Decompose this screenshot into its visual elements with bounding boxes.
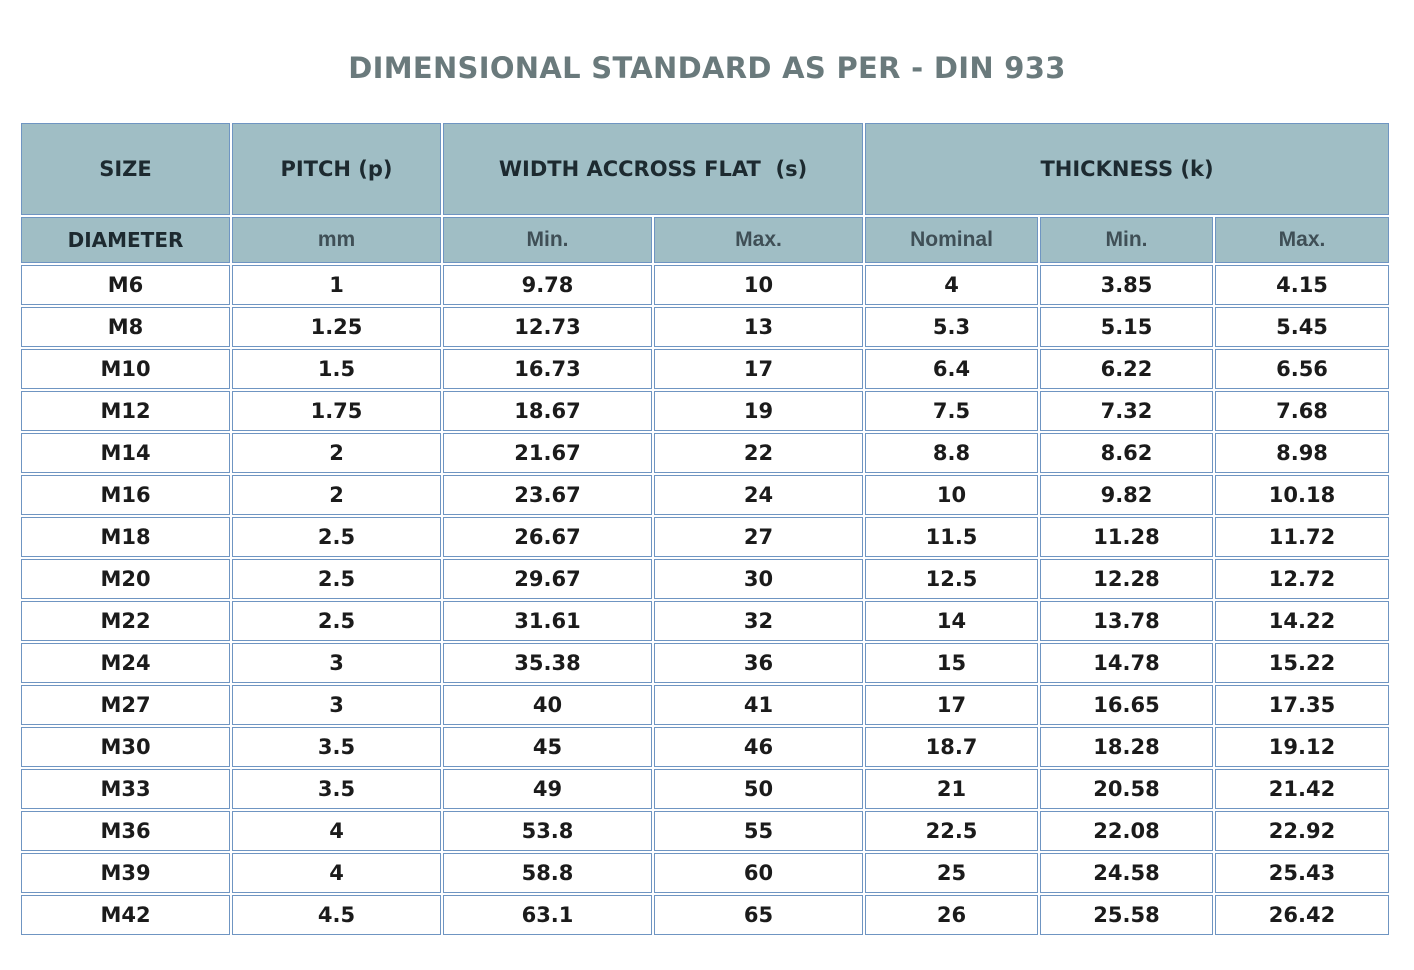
cell-pitch: 4.5 [232,895,441,935]
cell-thickness-min: 24.58 [1040,853,1213,893]
cell-size: M8 [21,307,230,347]
cell-size: M30 [21,727,230,767]
cell-thickness-min: 16.65 [1040,685,1213,725]
subheader-thickness-nominal: Nominal [865,217,1038,263]
cell-pitch: 3.5 [232,727,441,767]
cell-width-min: 16.73 [443,349,652,389]
cell-thickness-min: 12.28 [1040,559,1213,599]
table-row [21,559,1389,599]
cell-width-min: 18.67 [443,391,652,431]
header-width-across-flat: WIDTH ACCROSS FLAT (s) [443,123,863,215]
cell-thickness-min: 22.08 [1040,811,1213,851]
cell-width-max: 24 [654,475,863,515]
cell-size: M33 [21,769,230,809]
cell-pitch: 1.75 [232,391,441,431]
cell-width-max: 60 [654,853,863,893]
cell-size: M18 [21,517,230,557]
cell-size: M24 [21,643,230,683]
cell-width-min: 45 [443,727,652,767]
table-row [21,895,1389,935]
cell-thickness-max: 4.15 [1215,265,1389,305]
table-row [21,853,1389,893]
cell-pitch: 2 [232,475,441,515]
cell-width-max: 46 [654,727,863,767]
cell-size: M16 [21,475,230,515]
cell-width-max: 17 [654,349,863,389]
table-row [21,307,1389,347]
cell-width-max: 19 [654,391,863,431]
cell-thickness-max: 6.56 [1215,349,1389,389]
cell-thickness-max: 14.22 [1215,601,1389,641]
cell-width-min: 29.67 [443,559,652,599]
cell-size: M6 [21,265,230,305]
header-pitch: PITCH (p) [232,123,441,215]
table-row [21,811,1389,851]
header-size: SIZE [21,123,230,215]
cell-thickness-nominal: 7.5 [865,391,1038,431]
cell-size: M10 [21,349,230,389]
cell-thickness-min: 9.82 [1040,475,1213,515]
cell-size: M27 [21,685,230,725]
cell-pitch: 2.5 [232,559,441,599]
cell-thickness-max: 5.45 [1215,307,1389,347]
cell-width-min: 35.38 [443,643,652,683]
cell-pitch: 4 [232,811,441,851]
cell-thickness-max: 25.43 [1215,853,1389,893]
cell-thickness-min: 6.22 [1040,349,1213,389]
cell-thickness-nominal: 26 [865,895,1038,935]
cell-thickness-min: 18.28 [1040,727,1213,767]
cell-thickness-nominal: 4 [865,265,1038,305]
cell-width-max: 50 [654,769,863,809]
cell-thickness-nominal: 6.4 [865,349,1038,389]
subheader-width-min: Min. [443,217,652,263]
cell-width-max: 41 [654,685,863,725]
cell-thickness-min: 13.78 [1040,601,1213,641]
cell-width-min: 40 [443,685,652,725]
table-row [21,769,1389,809]
table-row [21,685,1389,725]
cell-width-max: 22 [654,433,863,473]
cell-thickness-nominal: 25 [865,853,1038,893]
cell-size: M20 [21,559,230,599]
cell-thickness-min: 8.62 [1040,433,1213,473]
table-row [21,349,1389,389]
cell-size: M42 [21,895,230,935]
subheader-thickness-min: Min. [1040,217,1213,263]
table-row [21,643,1389,683]
table-row [21,601,1389,641]
subheader-width-max: Max. [654,217,863,263]
cell-width-min: 26.67 [443,517,652,557]
cell-thickness-nominal: 5.3 [865,307,1038,347]
cell-size: M22 [21,601,230,641]
table-body [21,265,1389,935]
cell-width-max: 27 [654,517,863,557]
page-title: DIMENSIONAL STANDARD AS PER - DIN 933 [348,51,1066,85]
cell-width-min: 9.78 [443,265,652,305]
cell-width-min: 21.67 [443,433,652,473]
cell-pitch: 4 [232,853,441,893]
cell-thickness-max: 7.68 [1215,391,1389,431]
cell-thickness-max: 15.22 [1215,643,1389,683]
cell-thickness-nominal: 11.5 [865,517,1038,557]
cell-width-max: 36 [654,643,863,683]
cell-pitch: 3 [232,685,441,725]
cell-thickness-min: 11.28 [1040,517,1213,557]
table-row [21,727,1389,767]
cell-thickness-max: 21.42 [1215,769,1389,809]
table-row [21,265,1389,305]
cell-thickness-max: 8.98 [1215,433,1389,473]
cell-thickness-nominal: 18.7 [865,727,1038,767]
cell-size: M12 [21,391,230,431]
cell-size: M36 [21,811,230,851]
cell-thickness-nominal: 12.5 [865,559,1038,599]
cell-thickness-max: 22.92 [1215,811,1389,851]
cell-size: M14 [21,433,230,473]
cell-thickness-nominal: 21 [865,769,1038,809]
cell-size: M39 [21,853,230,893]
table-row [21,475,1389,515]
cell-width-max: 65 [654,895,863,935]
cell-thickness-nominal: 14 [865,601,1038,641]
cell-pitch: 1.5 [232,349,441,389]
cell-width-min: 12.73 [443,307,652,347]
cell-pitch: 3 [232,643,441,683]
cell-width-min: 53.8 [443,811,652,851]
cell-width-max: 10 [654,265,863,305]
cell-width-min: 23.67 [443,475,652,515]
cell-thickness-max: 12.72 [1215,559,1389,599]
subheader-diameter: DIAMETER [21,217,230,263]
table-row [21,517,1389,557]
cell-thickness-max: 19.12 [1215,727,1389,767]
cell-thickness-max: 10.18 [1215,475,1389,515]
cell-width-max: 30 [654,559,863,599]
cell-width-min: 63.1 [443,895,652,935]
table-row [21,433,1389,473]
cell-thickness-min: 3.85 [1040,265,1213,305]
subheader-mm: mm [232,217,441,263]
cell-thickness-nominal: 22.5 [865,811,1038,851]
cell-pitch: 1.25 [232,307,441,347]
cell-width-max: 13 [654,307,863,347]
header-thickness: THICKNESS (k) [865,123,1389,215]
cell-pitch: 2 [232,433,441,473]
cell-thickness-nominal: 15 [865,643,1038,683]
header-row [21,123,1389,215]
subheader-thickness-max: Max. [1215,217,1389,263]
cell-pitch: 1 [232,265,441,305]
cell-thickness-max: 11.72 [1215,517,1389,557]
cell-width-min: 58.8 [443,853,652,893]
cell-pitch: 2.5 [232,601,441,641]
cell-thickness-min: 7.32 [1040,391,1213,431]
cell-pitch: 3.5 [232,769,441,809]
cell-width-min: 49 [443,769,652,809]
cell-thickness-min: 20.58 [1040,769,1213,809]
dimension-table [19,121,1391,937]
cell-width-max: 55 [654,811,863,851]
cell-thickness-max: 26.42 [1215,895,1389,935]
cell-width-max: 32 [654,601,863,641]
cell-thickness-min: 14.78 [1040,643,1213,683]
cell-thickness-nominal: 8.8 [865,433,1038,473]
cell-pitch: 2.5 [232,517,441,557]
cell-thickness-nominal: 10 [865,475,1038,515]
cell-thickness-max: 17.35 [1215,685,1389,725]
cell-thickness-min: 5.15 [1040,307,1213,347]
cell-width-min: 31.61 [443,601,652,641]
table-row [21,391,1389,431]
subheader-row [21,217,1389,263]
cell-thickness-min: 25.58 [1040,895,1213,935]
cell-thickness-nominal: 17 [865,685,1038,725]
